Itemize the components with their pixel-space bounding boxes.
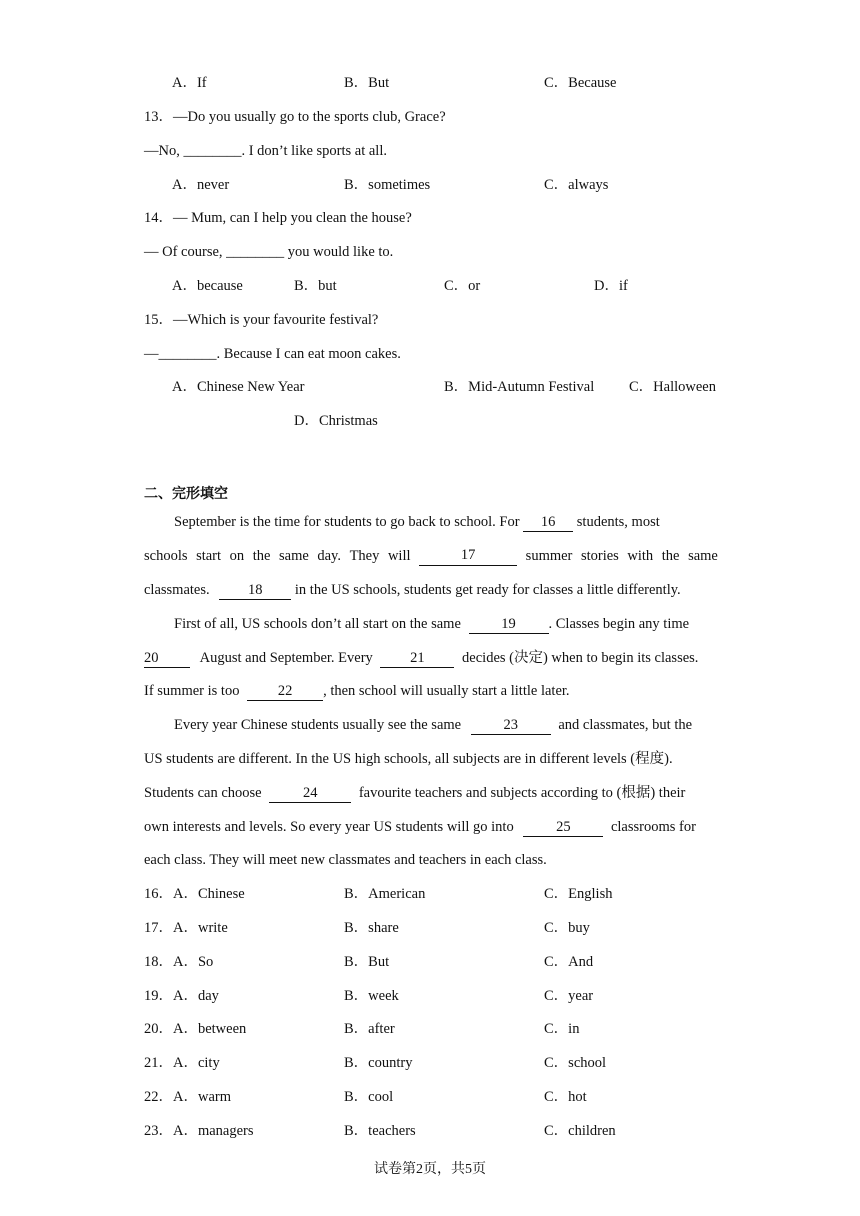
passage-line: schools start on the same day. They will 17 summer stories with the same (144, 547, 718, 564)
q13-option-c: C．always (544, 177, 609, 193)
passage-line: US students are different. In the US high schools, all subjects are in different levels (程度). (144, 751, 673, 767)
q15-question: 15．—Which is your favourite festival? (144, 312, 379, 328)
cloze-option-20-b: B．after (344, 1021, 395, 1037)
cloze-option-22-c: C．hot (544, 1089, 587, 1105)
passage-line: 20 August and September. Every 21 decides (决定) when to begin its classes. (144, 650, 699, 666)
cloze-option-17-b: B．share (344, 920, 399, 936)
cloze-option-19-a: 19．A．day (144, 988, 219, 1004)
q14-answer-line: — Of course, ________ you would like to. (144, 244, 394, 260)
cloze-option-17-a: 17．A．write (144, 920, 228, 936)
cloze-option-16-c: C．English (544, 886, 613, 902)
blank-25: 25 (523, 818, 603, 837)
blank-16: 16 (523, 513, 573, 532)
passage-line: Every year Chinese students usually see the same 23 and classmates, but the (174, 717, 693, 733)
cloze-option-21-b: B．country (344, 1055, 413, 1071)
cloze-option-17-c: C．buy (544, 920, 590, 936)
cloze-option-23-c: C．children (544, 1123, 616, 1139)
page-footer: 试卷第2页，共5页 (374, 1162, 486, 1177)
q14-option-a: A．because (172, 278, 243, 294)
blank-17: 17 (419, 546, 517, 566)
blank-20: 20 (144, 649, 190, 668)
blank-23: 23 (471, 716, 551, 735)
q13-option-b: B．sometimes (344, 177, 431, 193)
q15-option-b: B．Mid-Autumn Festival (444, 379, 595, 395)
q15-option-d: D．Christmas (294, 413, 378, 429)
section-title: 二、完形填空 (144, 486, 228, 502)
passage-line: own interests and levels. So every year US students will go into 25 classrooms for (144, 819, 696, 835)
cloze-option-23-b: B．teachers (344, 1123, 416, 1139)
passage-line: Students can choose 24 favourite teachers and subjects according to (根据) their (144, 785, 686, 801)
q15-answer-line: —________. Because I can eat moon cakes. (144, 346, 401, 362)
passage-line: each class. They will meet new classmates and teachers in each class. (144, 852, 547, 868)
cloze-option-20-c: C．in (544, 1021, 580, 1037)
cloze-option-19-c: C．year (544, 988, 594, 1004)
passage-line: classmates. 18 in the US schools, students get ready for classes a little differently. (144, 582, 681, 598)
cloze-option-18-c: C．And (544, 954, 594, 970)
cloze-option-23-a: 23．A．managers (144, 1123, 254, 1139)
cloze-option-18-a: 18．A．So (144, 954, 214, 970)
q13-question: 13．—Do you usually go to the sports club, Grace? (144, 109, 446, 125)
q12-option-a: A．If (172, 75, 207, 91)
q14-option-b: B．but (294, 278, 337, 294)
q12-option-b: B．But (344, 75, 390, 91)
cloze-option-16-a: 16．A．Chinese (144, 886, 245, 902)
q12-option-c: C．Because (544, 75, 617, 91)
q13-option-a: A．never (172, 177, 230, 193)
q15-option-a: A．Chinese New Year (172, 379, 305, 395)
cloze-option-21-a: 21．A．city (144, 1055, 220, 1071)
blank-24: 24 (269, 784, 351, 803)
cloze-option-22-a: 22．A．warm (144, 1089, 231, 1105)
passage-line: September is the time for students to go back to school. For 16 students, most (174, 514, 660, 530)
cloze-option-21-c: C．school (544, 1055, 607, 1071)
cloze-option-19-b: B．week (344, 988, 399, 1004)
cloze-option-16-b: B．American (344, 886, 426, 902)
q14-question: 14．— Mum, can I help you clean the house? (144, 210, 412, 226)
q14-option-c: C．or (444, 278, 481, 294)
q15-option-c: C．Halloween (629, 379, 716, 395)
blank-18: 18 (219, 581, 291, 600)
blank-22: 22 (247, 682, 323, 701)
blank-19: 19 (469, 615, 549, 634)
blank-21: 21 (380, 649, 454, 668)
passage-line: First of all, US schools don’t all start on the same 19 . Classes begin any time (174, 616, 690, 632)
cloze-option-20-a: 20．A．between (144, 1021, 247, 1037)
q14-option-d: D．if (594, 278, 628, 294)
q13-answer-line: —No, ________. I don’t like sports at all. (144, 143, 387, 159)
cloze-option-22-b: B．cool (344, 1089, 394, 1105)
cloze-option-18-b: B．But (344, 954, 390, 970)
passage-line: If summer is too 22 , then school will usually start a little later. (144, 683, 570, 699)
